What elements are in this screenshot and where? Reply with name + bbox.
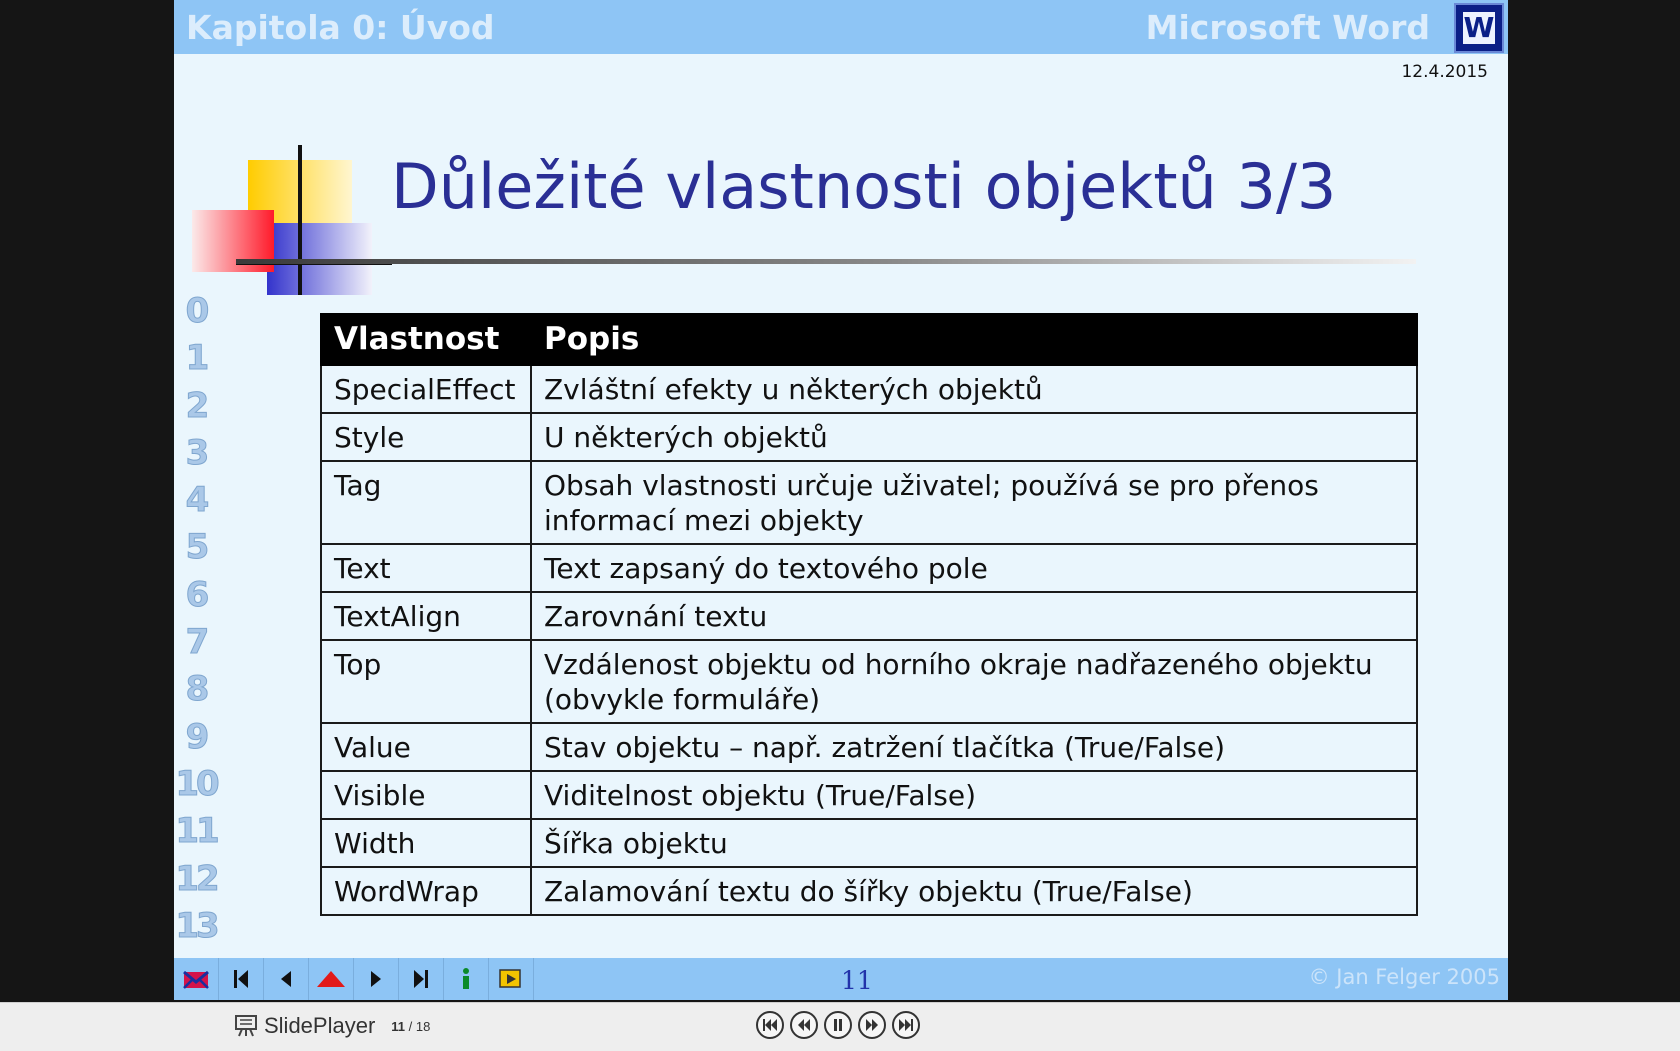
last-slide-icon[interactable] — [399, 958, 444, 1000]
property-description: Zvláštní efekty u některých objektů — [531, 365, 1417, 413]
table-row — [321, 365, 1417, 413]
current-slide-number: 11 — [391, 1018, 406, 1034]
chapter-link-2[interactable]: 2 — [185, 385, 207, 426]
property-name: Style — [321, 413, 531, 461]
slide-counter — [391, 1019, 430, 1034]
table-row — [321, 867, 1417, 915]
property-description: Viditelnost objektu (True/False) — [531, 771, 1417, 819]
word-logo-icon — [1454, 3, 1504, 53]
chapter-link-3[interactable]: 3 — [185, 432, 207, 473]
property-name: Value — [321, 723, 531, 771]
slide-total: / 18 — [408, 1018, 431, 1034]
chapter-number-column — [174, 288, 218, 948]
column-header-property: Vlastnost — [321, 314, 531, 365]
info-icon[interactable] — [444, 958, 489, 1000]
chapter-link-10[interactable]: 10 — [175, 763, 217, 804]
property-name: WordWrap — [321, 867, 531, 915]
mail-icon[interactable] — [174, 958, 219, 1000]
chapter-link-0[interactable]: 0 — [185, 291, 207, 331]
slideplayer-brand — [234, 1013, 430, 1039]
table-row — [321, 640, 1417, 723]
chapter-link-7[interactable]: 7 — [185, 622, 207, 663]
chapter-link-12[interactable]: 12 — [175, 858, 217, 899]
slide-title: Důležité vlastnosti objektů 3/3 — [391, 150, 1337, 223]
property-description: Stav objektu – např. zatržení tlačítka (True/False) — [531, 723, 1417, 771]
chapter-link-9[interactable]: 9 — [185, 716, 207, 757]
property-name: Visible — [321, 771, 531, 819]
chapter-link-6[interactable]: 6 — [185, 574, 207, 615]
property-name: SpecialEffect — [321, 365, 531, 413]
table-row — [321, 771, 1417, 819]
slide-page-number: 11 — [841, 966, 873, 995]
property-description: Šířka objektu — [531, 819, 1417, 867]
chapter-title: Kapitola 0: Úvod — [186, 8, 495, 47]
chapter-link-13[interactable]: 13 — [175, 905, 217, 946]
property-description: Zalamování textu do šířky objektu (True/False) — [531, 867, 1417, 915]
property-description: Zarovnání textu — [531, 592, 1417, 640]
column-header-description: Popis — [531, 314, 1417, 365]
slideplayer-name: SlidePlayer — [264, 1013, 376, 1038]
app-name: Microsoft Word — [1145, 8, 1430, 47]
home-up-icon[interactable] — [309, 958, 354, 1000]
property-description: Text zapsaný do textového pole — [531, 544, 1417, 592]
rewind-icon[interactable] — [790, 1011, 818, 1039]
table-row — [321, 413, 1417, 461]
property-name: TextAlign — [321, 592, 531, 640]
property-name: Width — [321, 819, 531, 867]
skip-to-end-icon[interactable] — [892, 1011, 920, 1039]
player-toolbar — [0, 1002, 1680, 1051]
first-slide-icon[interactable] — [219, 958, 264, 1000]
skip-to-start-icon[interactable] — [756, 1011, 784, 1039]
chapter-link-5[interactable]: 5 — [185, 527, 207, 568]
property-description: Vzdálenost objektu od horního okraje nadřazeného objektu (obvykle formuláře) — [531, 640, 1417, 723]
chapter-link-11[interactable]: 11 — [175, 811, 217, 852]
slide-date: 12.4.2015 — [1401, 62, 1488, 82]
table-row — [321, 544, 1417, 592]
chapter-link-8[interactable]: 8 — [185, 669, 207, 710]
table-row — [321, 461, 1417, 544]
word-logo-letter: W — [1463, 11, 1495, 44]
property-description: Obsah vlastnosti určuje uživatel; používá se pro přenos informací mezi objekty — [531, 461, 1417, 544]
next-slide-icon[interactable] — [354, 958, 399, 1000]
table-row — [321, 592, 1417, 640]
title-decoration — [192, 145, 392, 295]
properties-table — [320, 313, 1418, 916]
property-name: Tag — [321, 461, 531, 544]
playback-controls — [756, 1011, 920, 1039]
property-name: Top — [321, 640, 531, 723]
property-description: U některých objektů — [531, 413, 1417, 461]
slide-navigation-bar — [174, 958, 1508, 1000]
exit-icon[interactable] — [489, 958, 534, 1000]
chapter-link-4[interactable]: 4 — [185, 480, 207, 521]
presentation-board-icon — [234, 1014, 258, 1038]
slide — [174, 0, 1508, 1000]
property-name: Text — [321, 544, 531, 592]
table-row — [321, 723, 1417, 771]
chapter-link-1[interactable]: 1 — [185, 338, 207, 379]
fast-forward-icon[interactable] — [858, 1011, 886, 1039]
table-header-row — [321, 314, 1417, 365]
title-divider — [236, 259, 1416, 264]
copyright-text: © Jan Felger 2005 — [1308, 965, 1500, 989]
pause-icon[interactable] — [824, 1011, 852, 1039]
previous-slide-icon[interactable] — [264, 958, 309, 1000]
slide-header-bar — [174, 0, 1508, 54]
table-row — [321, 819, 1417, 867]
